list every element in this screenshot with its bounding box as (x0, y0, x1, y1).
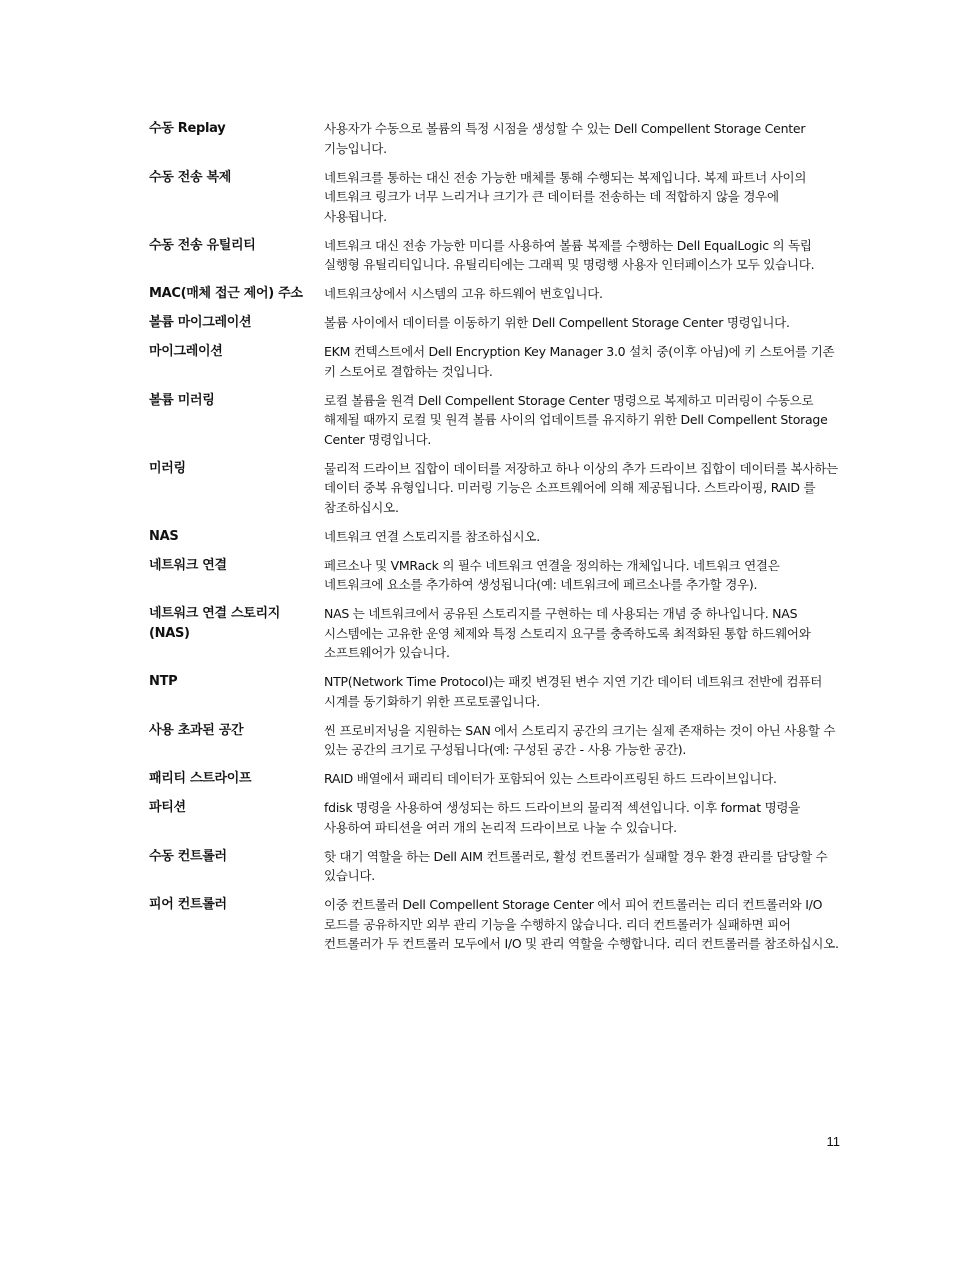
glossary-entry (149, 313, 839, 333)
glossary-definition: 사용자가 수동으로 볼륨의 특정 시점을 생성할 수 있는 Dell Compellent Storage Center 기능입니다. (324, 121, 806, 156)
glossary-term: 마이그레이션 (149, 344, 223, 359)
glossary-term: 피어 컨트롤러 (149, 897, 227, 912)
glossary-entry (149, 527, 839, 547)
glossary-term: 수동 전송 유틸리티 (149, 237, 256, 253)
glossary-entry (149, 119, 839, 158)
glossary-definition: 이중 컨트롤러 Dell Compellent Storage Center 에서 피어 컨트롤러는 리더 컨트롤러와 I/O 로드를 공유하지만 외부 관리 기능을 수행하지 않습니다. 리더 컨트롤러가 실패하면 피어 컨트롤러가 두 컨트롤러 모두에서 I/O 및 관리 역할을 수행합니다. 리더 컨트롤러를 참조하십시오. (324, 897, 839, 951)
glossary-entry (149, 342, 839, 381)
glossary-definition: 물리적 드라이브 집합이 데이터를 저장하고 하나 이상의 추가 드라이브 집합이 데이터를 복사하는 데이터 중복 유형입니다. 미러링 기능은 소프트웨어에 의해 제공됩니다. 스트라이핑, RAID 를 참조하십시오. (324, 460, 838, 515)
glossary-term: 파티션 (149, 800, 186, 815)
glossary-entry (149, 769, 839, 789)
glossary-term: 수동 전송 복제 (149, 169, 231, 185)
glossary-definition: 볼륨 사이에서 데이터를 이동하기 위한 Dell Compellent Storage Center 명령입니다. (324, 315, 790, 330)
glossary-entry (149, 556, 839, 595)
glossary-term: 사용 초과된 공간 (149, 722, 244, 738)
glossary-term: MAC(매체 접근 제어) 주소 (149, 286, 303, 301)
glossary-entry (149, 798, 839, 837)
glossary-definition: 네트워크를 통하는 대신 전송 가능한 매체를 통해 수행되는 복제입니다. 복제 파트너 사이의 네트워크 링크가 너무 느리거나 크기가 큰 데이터를 전송하는 데 적합하지 않을 경우에 사용됩니다. (324, 169, 807, 224)
glossary-definition: RAID 배열에서 패리티 데이터가 포함되어 있는 스트라이프링된 하드 드라이브입니다. (324, 771, 777, 786)
glossary-entry (149, 391, 839, 450)
glossary-term: 볼륨 미러링 (149, 392, 215, 408)
glossary-definition: EKM 컨텍스트에서 Dell Encryption Key Manager 3.0 설치 중(이후 아님)에 키 스토어를 기존 키 스토어로 결합하는 것입니다. (324, 344, 835, 379)
glossary-term: 패리티 스트라이프 (149, 771, 252, 786)
glossary-definition: 로컬 볼륨을 원격 Dell Compellent Storage Center 명령으로 복제하고 미러링이 수동으로 해제될 때까지 로컬 및 원격 볼륨 사이의 업데이트를 유지하기 위한 Dell Compellent Storage Center 명령입니다. (324, 392, 828, 447)
glossary-definition: NAS 는 네트워크에서 공유된 스토리지를 구현하는 데 사용되는 개념 중 하나입니다. NAS 시스템에는 고유한 운영 체제와 특정 스토리지 요구를 충족하도록 최적화된 통합 하드웨어와 소프트웨어가 있습니다. (324, 606, 811, 660)
glossary-definition: 씬 프로비저닝을 지원하는 SAN 에서 스토리지 공간의 크기는 실제 존재하는 것이 아닌 사용할 수 있는 공간의 크기로 구성됩니다(예: 구성된 공간 - 사용 가능한 공간). (324, 722, 836, 757)
glossary-term: 네트워크 연결 (149, 557, 227, 573)
glossary-term: 수동 Replay (149, 121, 226, 136)
glossary-definition: NTP(Network Time Protocol)는 패킷 변경된 변수 지연 기간 데이터 네트워크 전반에 컴퓨터 시계를 동기화하기 위한 프로토콜입니다. (324, 674, 823, 709)
glossary-term: NTP (149, 674, 178, 689)
glossary-definition: 핫 대기 역할을 하는 Dell AIM 컨트롤러로, 활성 컨트롤러가 실패할 경우 환경 관리를 담당할 수 있습니다. (324, 848, 828, 883)
glossary-term: 볼륨 마이그레이션 (149, 315, 252, 330)
glossary-entry (149, 604, 839, 663)
glossary-definition: fdisk 명령을 사용하여 생성되는 하드 드라이브의 물리적 섹션입니다. 이후 format 명령을 사용하여 파티션을 여러 개의 논리적 드라이브로 나눌 수 있습니다. (324, 800, 801, 835)
glossary-list (149, 119, 839, 963)
glossary-entry (149, 236, 839, 275)
glossary-term: 미러링 (149, 460, 186, 476)
glossary-definition: 네트워크 연결 스토리지를 참조하십시오. (324, 528, 540, 544)
glossary-term: NAS (149, 528, 179, 544)
glossary-entry (149, 721, 839, 760)
glossary-entry (149, 168, 839, 227)
glossary-term: 네트워크 연결 스토리지 (NAS) (149, 606, 281, 641)
glossary-entry (149, 847, 839, 886)
glossary-definition: 네트워크상에서 시스템의 고유 하드웨어 번호입니다. (324, 286, 603, 301)
glossary-entry (149, 284, 839, 304)
glossary-entry (149, 895, 839, 954)
glossary-entry (149, 672, 839, 711)
glossary-definition: 페르소나 및 VMRack 의 필수 네트워크 연결을 정의하는 개체입니다. 네트워크 연결은 네트워크에 요소를 추가하여 생성됩니다(예: 네트워크에 페르소나를 추가할 경우). (324, 557, 780, 592)
glossary-term: 수동 컨트롤러 (149, 848, 227, 864)
glossary-definition: 네트워크 대신 전송 가능한 미디를 사용하여 볼륨 복제를 수행하는 Dell EqualLogic 의 독립 실행형 유틸리티입니다. 유틸리티에는 그래픽 및 명령행 사용자 인터페이스가 모두 있습니다. (324, 237, 815, 272)
page-number: 11 (826, 1134, 840, 1149)
glossary-entry (149, 459, 839, 518)
